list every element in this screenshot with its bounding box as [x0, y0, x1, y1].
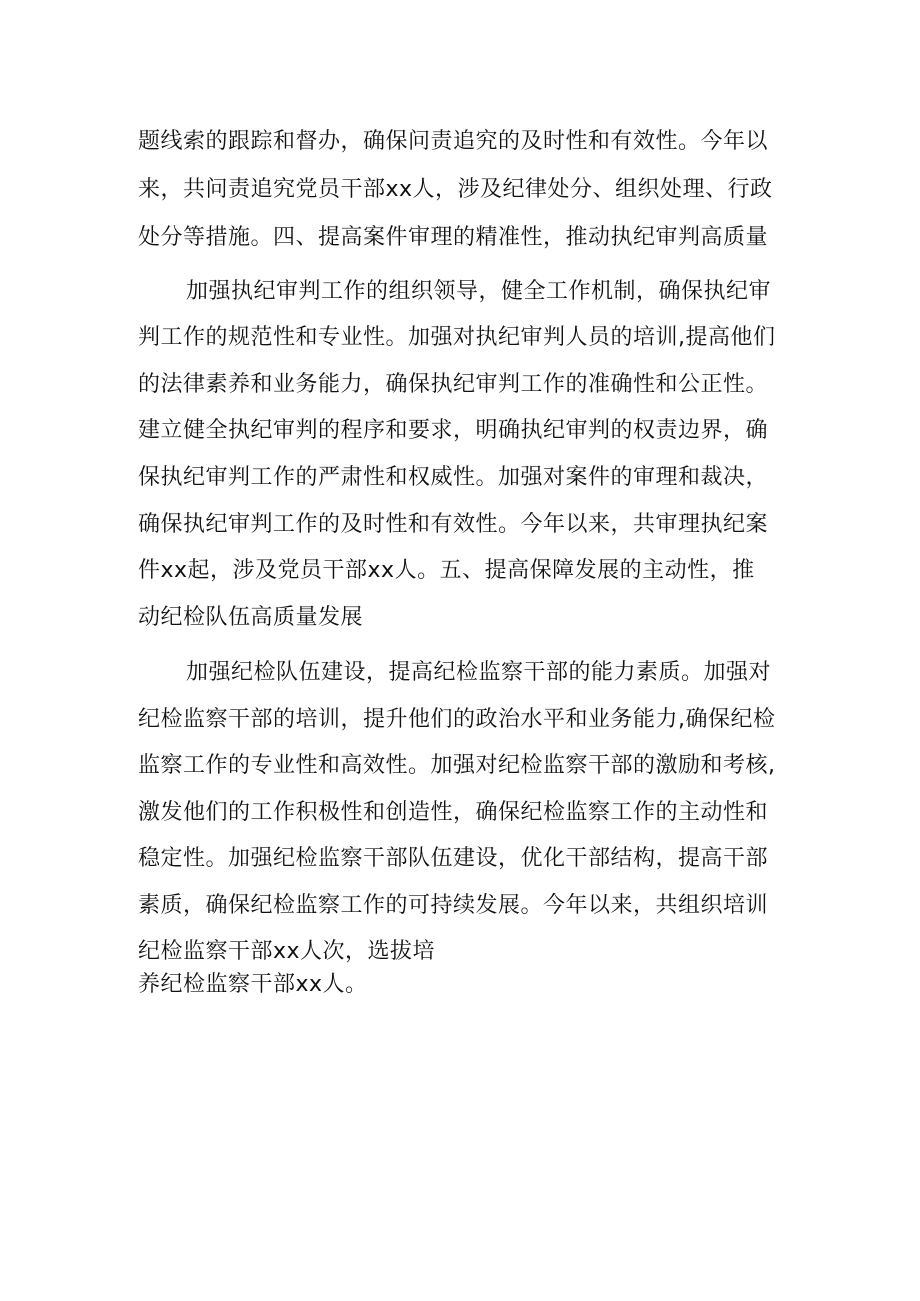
paragraph-line: 纪检监察干部xx人次，选拔培 [138, 939, 436, 964]
paragraph-line: 保执纪审判工作的严肃性和权威性。加强对案件的审理和裁决， [138, 465, 769, 490]
paragraph-line: 确保执纪审判工作的及时性和有效性。今年以来，共审理执纪案 [138, 512, 769, 537]
paragraph-line: 加强执纪审判工作的组织领导，健全工作机制，确保执纪审 [186, 279, 772, 304]
paragraph-line: 激发他们的工作积极性和创造性，确保纪检监察工作的主动性和 [138, 800, 769, 825]
paragraph-line: 监察工作的专业性和高效性。加强对纪检监察干部的激励和考核, [138, 753, 776, 778]
paragraph-line: 判工作的规范性和专业性。加强对执纪审判人员的培训,提高他们 [138, 325, 776, 350]
paragraph-line: 题线索的跟踪和督办，确保问责追究的及时性和有效性。今年以 [138, 129, 769, 154]
paragraph-line: 建立健全执纪审判的程序和要求，明确执纪审判的权责边界，确 [138, 418, 769, 443]
paragraph-line: 动纪检队伍高质量发展 [138, 605, 364, 630]
paragraph-line: 加强纪检队伍建设，提高纪检监察干部的能力素质。加强对 [186, 660, 772, 685]
paragraph-line: 处分等措施。四、提高案件审理的精准性，推动执纪审判高质量 [138, 225, 769, 250]
paragraph-line: 来，共问责追究党员干部xx人，涉及纪律处分、组织处理、行政 [138, 177, 773, 202]
paragraph-line: 的法律素养和业务能力，确保执纪审判工作的准确性和公正性。 [138, 372, 769, 397]
paragraph-line: 素质，确保纪检监察工作的可持续发展。今年以来，共组织培训 [138, 893, 769, 918]
paragraph-line: 纪检监察干部的培训，提升他们的政治水平和业务能力,确保纪检 [138, 707, 776, 732]
paragraph-line: 养纪检监察干部xx人。 [138, 972, 368, 997]
paragraph-line: 件xx起，涉及党员干部xx人。五、提高保障发展的主动性，推 [138, 558, 755, 583]
paragraph-line: 稳定性。加强纪检监察干部队伍建设，优化干部结构，提高干部 [138, 846, 769, 871]
